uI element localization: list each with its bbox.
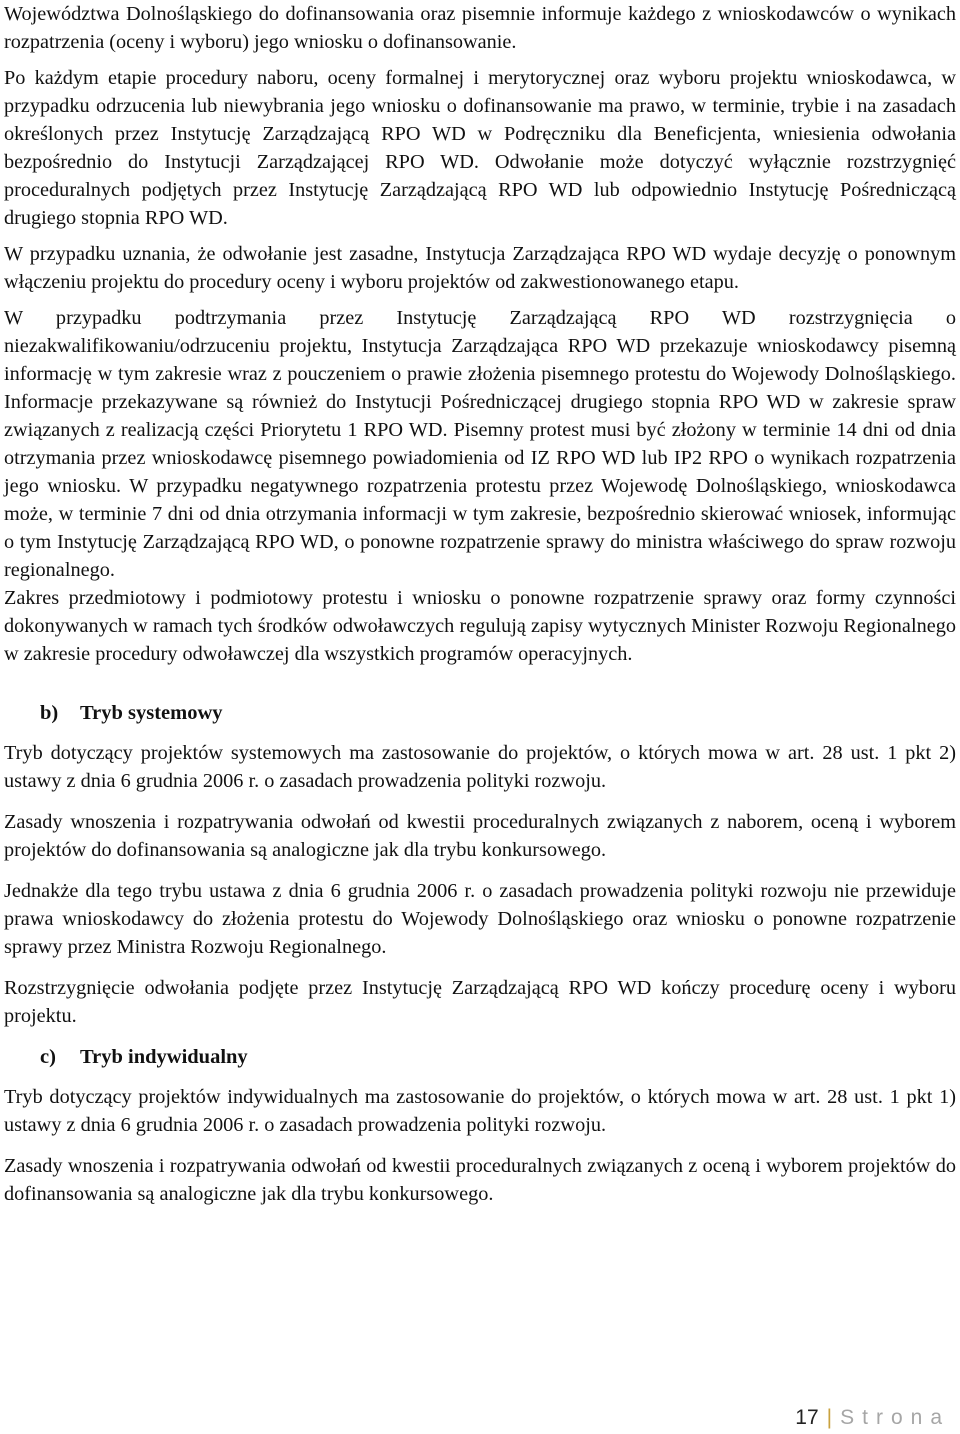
section-heading-b: [4, 699, 956, 727]
paragraph: Po każdym etapie procedury naboru, oceny formalnej i merytorycznej oraz wyboru projektu wnioskodawca, w przypadku odrzucenia lub niewybrania jego wniosku o dofinansowanie ma prawo, w terminie, trybie i na zasadach określonych przez Instytucję Zarządzającą RPO WD w Podręczniku dla Beneficjenta, wniesienia odwołania bezpośrednio do Instytucji Zarządzającej RPO WD. Odwołanie może dotyczyć wyłącznie rozstrzygnięć proceduralnych podjętych przez Instytucję Zarządzającą RPO WD lub odpowiednio Instytucję Pośredniczącą drugiego stopnia RPO WD.: [4, 67, 956, 229]
paragraph: Zakres przedmiotowy i podmiotowy protestu i wniosku o ponowne rozpatrzenie sprawy oraz formy czynności dokonywanych w ramach tych środków odwoławczych regulują zapisy wytycznych Minister Rozwoju Regionalnego w zakresie procedury odwoławczej dla wszystkich programów operacyjnych.: [4, 587, 956, 665]
paragraph: Zasady wnoszenia i rozpatrywania odwołań od kwestii proceduralnych związanych z naborem, oceną i wyborem projektów do dofinansowania są analogiczne jak dla trybu konkursowego.: [4, 811, 956, 861]
section-letter: b): [40, 702, 59, 724]
section-title: Tryb systemowy: [80, 702, 223, 724]
document-page: [4, 0, 956, 1208]
page-number: 17: [795, 1406, 819, 1429]
paragraph: Jednakże dla tego trybu ustawa z dnia 6 grudnia 2006 r. o zasadach prowadzenia polityki rozwoju nie przewiduje prawa wnioskodawcy do złożenia protestu do Wojewody Dolnośląskiego oraz wniosku o ponowne rozpatrzenie sprawy przez Ministra Rozwoju Regionalnego.: [4, 880, 956, 958]
page-footer: [795, 1404, 950, 1432]
paragraph: Województwa Dolnośląskiego do dofinansowania oraz pisemnie informuje każdego z wnioskodawców o wynikach rozpatrzenia (oceny i wyboru) jego wniosku o dofinansowanie.: [4, 3, 956, 53]
paragraph: W przypadku uznania, że odwołanie jest zasadne, Instytucja Zarządzająca RPO WD wydaje decyzję o ponownym włączeniu projektu do procedury oceny i wyboru projektów od zakwestionowanego etapu.: [4, 243, 956, 293]
section-title: Tryb indywidualny: [80, 1046, 248, 1068]
paragraph: Rozstrzygnięcie odwołania podjęte przez Instytucję Zarządzającą RPO WD kończy procedurę oceny i wyboru projektu.: [4, 977, 956, 1027]
paragraph: Tryb dotyczący projektów systemowych ma zastosowanie do projektów, o których mowa w art. 28 ust. 1 pkt 2) ustawy z dnia 6 grudnia 2006 r. o zasadach prowadzenia polityki rozwoju.: [4, 742, 956, 792]
paragraph: Tryb dotyczący projektów indywidualnych ma zastosowanie do projektów, o których mowa w art. 28 ust. 1 pkt 1) ustawy z dnia 6 grudnia 2006 r. o zasadach prowadzenia polityki rozwoju.: [4, 1086, 956, 1136]
section-heading-c: [4, 1043, 956, 1071]
page-label: Strona: [840, 1406, 950, 1429]
section-letter: c): [40, 1046, 56, 1068]
footer-separator: |: [826, 1406, 833, 1429]
paragraph: Zasady wnoszenia i rozpatrywania odwołań od kwestii proceduralnych związanych z oceną i wyborem projektów do dofinansowania są analogiczne jak dla trybu konkursowego.: [4, 1155, 956, 1205]
paragraph: W przypadku podtrzymania przez Instytucję Zarządzającą RPO WD rozstrzygnięcia o niezakwalifikowaniu/odrzuceniu projektu, Instytucja Zarządzająca RPO WD przekazuje wnioskodawcy pisemną informację w tym zakresie wraz z pouczeniem o prawie złożenia pisemnego protestu do Wojewody Dolnośląskiego. Informacje przekazywane są również do Instytucji Pośredniczącej drugiego stopnia RPO WD w zakresie spraw związanych z realizacją części Priorytetu 1 RPO WD. Pisemny protest musi być złożony w terminie 14 dni od dnia otrzymania przez wnioskodawcę pisemnego powiadomienia od IZ RPO WD lub IP2 RPO o wynikach rozpatrzenia jego wniosku. W przypadku negatywnego rozpatrzenia protestu przez Wojewodę Dolnośląskiego, wnioskodawca może, w terminie 7 dni od dnia otrzymania informacji w tym zakresie, bezpośrednio skierować wniosek, informując o tym Instytucję Zarządzającą RPO WD, o ponowne rozpatrzenie sprawy do ministra właściwego do spraw rozwoju regionalnego.: [4, 307, 956, 581]
